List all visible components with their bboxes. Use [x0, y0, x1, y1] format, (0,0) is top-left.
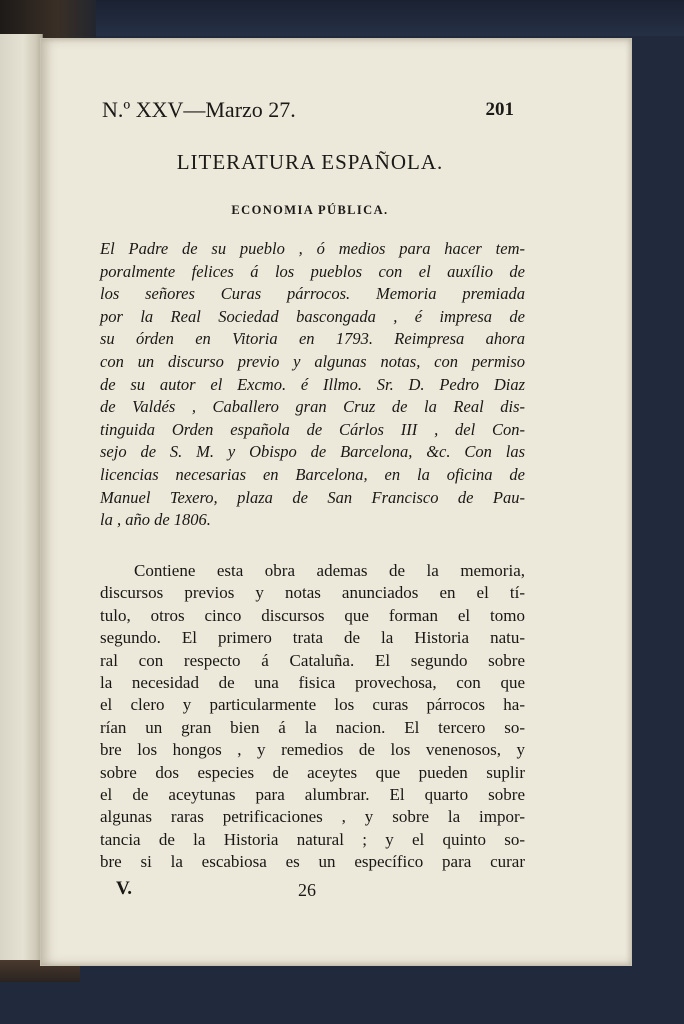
subsection-title: ECONOMIA PÚBLICA.: [231, 203, 389, 217]
entry-line: tinguida Orden española de Cárlos III , del Con-: [100, 419, 525, 439]
entry-line: con un discurso previo y algunas notas, con permiso: [100, 351, 525, 371]
entry-line: poralmente felices á los pueblos con el auxílio de: [100, 261, 525, 281]
issue-date: N.º XXV—Marzo 27.: [102, 97, 296, 122]
bibliographic-entry: [100, 238, 525, 532]
body-line: el de aceytunas para alumbrar. El quarto sobre: [100, 785, 525, 805]
entry-line: la , año de 1806.: [100, 510, 211, 530]
body-line: segundo. El primero trata de la Historia natu-: [100, 628, 525, 648]
body-line: Contiene esta obra ademas de la memoria,: [134, 561, 525, 580]
entry-line: sejo de S. M. y Obispo de Barcelona, &c. Con las: [100, 442, 525, 462]
body-line: algunas raras petrificaciones , y sobre la impor-: [100, 807, 525, 827]
body-line: rían un gran bien á la nacion. El tercero so-: [100, 717, 525, 737]
body-line: el clero y particularmente los curas párrocos ha-: [100, 695, 525, 715]
section-title: LITERATURA ESPAÑOLA.: [176, 150, 444, 174]
body-line: bre si la escabiosa es un específico para curar: [100, 852, 525, 872]
background-top: [0, 0, 684, 36]
entry-line: los señores Curas párrocos. Memoria premiada: [100, 284, 525, 304]
entry-line: licencias necesarias en Barcelona, en la oficina de: [100, 464, 525, 484]
entry-line: por la Real Sociedad bascongada , é impresa de: [100, 306, 525, 326]
body-line: la necesidad de una fisica provechosa, con que: [100, 673, 525, 693]
body-line: sobre dos especies de aceytes que pueden suplir: [100, 762, 525, 782]
body-line: tulo, otros cinco discursos que forman el tomo: [100, 605, 525, 625]
facing-page-edge: [0, 34, 43, 964]
gathering-number: 26: [298, 880, 316, 900]
entry-line: de Valdés , Caballero gran Cruz de la Real dis-: [100, 397, 525, 417]
entry-line: Manuel Texero, plaza de San Francisco de Pau-: [100, 487, 525, 507]
body-paragraph: [100, 560, 525, 874]
page-number: 201: [485, 99, 514, 120]
body-line: ral con respecto á Cataluña. El segundo sobre: [100, 650, 525, 670]
entry-line: su órden en Vitoria en 1793. Reimpresa ahora: [100, 329, 525, 349]
body-line: bre los hongos , y remedios de los venenosos, y: [100, 740, 525, 760]
signature-mark: V.: [116, 878, 133, 899]
page-footer: [100, 878, 520, 904]
running-header: [102, 97, 514, 127]
entry-line: de su autor el Excmo. é Illmo. Sr. D. Pedro Diaz: [100, 374, 525, 394]
body-line: tancia de la Historia natural ; y el quinto so-: [100, 829, 525, 849]
entry-line: El Padre de su pueblo , ó medios para hacer tem-: [100, 239, 525, 258]
body-line: discursos previos y notas anunciados en el tí-: [100, 583, 525, 603]
